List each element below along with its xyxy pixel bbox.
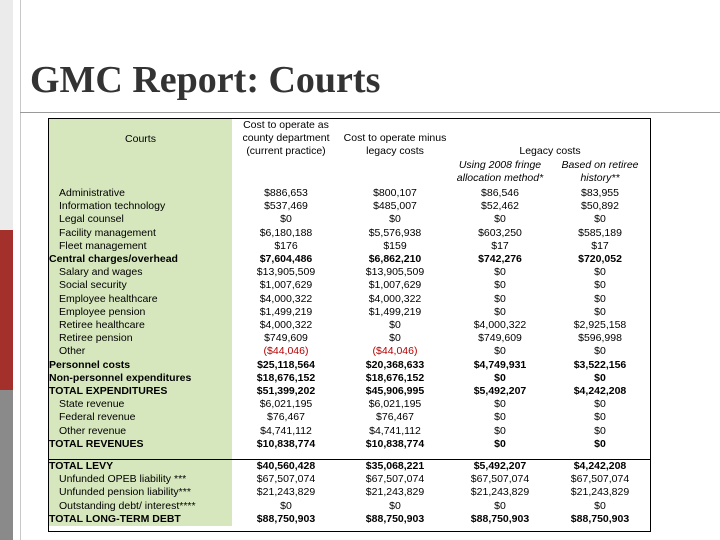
header-cost-minus-legacy: Cost to operate minus legacy costs [343,132,447,157]
row-label: Retiree healthcare [49,319,232,332]
cell-value: $2,925,158 [573,319,627,332]
cell-value: $10,838,774 [365,437,425,450]
row-label: Unfunded OPEB liability *** [49,473,232,486]
row-label: Other [49,345,232,358]
cell-value: $0 [594,437,606,450]
cell-value: $0 [494,411,506,424]
table-row-other [49,345,650,358]
cell-value: $21,243,829 [470,486,530,499]
section-gap [49,451,650,460]
cell-value: $0 [389,213,401,226]
cell-value: $17 [491,239,509,252]
cell-value: $176 [274,239,298,252]
table-row-total-long-term-debt [49,513,650,526]
cell-value: $749,609 [478,332,522,345]
row-label: TOTAL LEVY [49,460,232,474]
cell-value: $13,905,509 [365,266,425,279]
table-row-fleet-management [49,240,650,253]
cell-value: $6,180,188 [259,226,313,239]
courts-cost-table-frame [48,118,651,532]
cell-value: $21,243,829 [570,486,630,499]
row-label: Federal revenue [49,411,232,424]
row-label: State revenue [49,398,232,411]
cell-value: $585,189 [578,226,622,239]
cell-value: $88,750,903 [256,512,316,525]
cell-value: $4,749,931 [473,358,527,371]
table-row-retiree-pension [49,332,650,345]
cell-value: $886,653 [264,187,308,199]
cell-value: $6,862,210 [368,253,422,266]
cell-value: $18,676,152 [256,371,316,384]
cell-value: $0 [494,345,506,358]
cell-value: $5,492,207 [450,460,550,474]
cell-value: $40,560,428 [232,460,340,474]
cell-value: $0 [494,305,506,318]
row-label: Employee pension [49,306,232,319]
cell-value: $0 [594,398,606,411]
table-row-social-security [49,279,650,292]
table-row-other-revenue [49,425,650,438]
gap-cell [49,451,232,460]
cell-value: $0 [494,424,506,437]
accent-bar-middle [0,230,13,390]
table-row-non-personnel-expenditures [49,372,650,385]
cell-value: $0 [594,305,606,318]
header-subrow [49,159,650,187]
cell-value: $67,507,074 [470,473,530,486]
cell-value: $0 [594,345,606,358]
cell-value: $18,676,152 [365,371,425,384]
accent-bar-top [0,0,13,230]
cell-value: $67,507,074 [570,473,630,486]
header-spacer [232,159,340,187]
cell-value: $45,906,995 [365,385,425,398]
row-label: TOTAL REVENUES [49,438,232,451]
gap-cell [450,451,550,460]
table-row-central-charges-overhead [49,253,650,266]
cell-value: $0 [389,499,401,512]
row-label: Fleet management [49,240,232,253]
header-legacy-costs: Legacy costs [519,145,581,157]
cell-value: $4,741,112 [260,424,312,437]
row-label: TOTAL LONG-TERM DEBT [49,513,232,526]
cell-value: $10,838,774 [256,437,316,450]
header-spacer [49,159,232,187]
table-row-employee-pension [49,306,650,319]
cell-value: $51,399,202 [256,385,316,398]
cell-value: $3,522,156 [573,358,627,371]
cell-value: $720,052 [578,253,622,266]
cell-value: $1,007,629 [259,279,313,292]
cell-value: $0 [494,371,506,384]
title-divider [20,112,720,113]
row-label: Personnel costs [49,359,232,372]
header-courts: Courts [49,119,232,159]
row-label: Unfunded pension liability*** [49,486,232,499]
cell-value: $0 [594,213,606,226]
cell-value: $67,507,074 [256,473,316,486]
table-row-legal-counsel [49,213,650,226]
table-row-federal-revenue [49,411,650,424]
table-row-total-levy [49,460,650,474]
cell-value: ($44,046) [263,345,309,358]
courts-cost-table [49,119,650,526]
row-label: Central charges/overhead [49,253,232,266]
gap-cell [340,451,450,460]
row-label: Non-personnel expenditures [49,372,232,385]
cell-value: $0 [280,213,292,226]
cell-value: $596,998 [578,332,622,345]
cell-value: $76,467 [376,411,414,424]
cell-value: $5,576,938 [368,226,422,239]
table-row-unfunded-opeb-liability [49,473,650,486]
header-row [49,119,650,159]
cell-value: $0 [494,266,506,279]
cell-value: $86,546 [481,187,519,199]
cell-value: $0 [594,371,606,384]
cell-value: $749,609 [264,332,308,345]
table-row-total-expenditures [49,385,650,398]
header-spacer [340,159,450,187]
cell-value: $0 [389,332,401,345]
cell-value: $83,955 [581,187,619,199]
cell-value: $88,750,903 [470,512,530,525]
cell-value: $50,892 [581,200,619,213]
cell-value: $0 [494,437,506,450]
cell-value: $0 [594,292,606,305]
cell-value: $13,905,509 [256,266,316,279]
cell-value: $0 [594,411,606,424]
row-label: Information technology [49,200,232,213]
cell-value: $537,469 [264,200,308,213]
table-row-outstanding-debt-interest [49,500,650,513]
cell-value: $21,243,829 [256,486,316,499]
table-row-retiree-healthcare [49,319,650,332]
cell-value: $7,604,486 [259,253,313,266]
row-label: Employee healthcare [49,293,232,306]
gap-cell [232,451,340,460]
cell-value: $0 [494,292,506,305]
cell-value: $0 [494,398,506,411]
row-label: TOTAL EXPENDITURES [49,385,232,398]
cell-value: $20,368,633 [365,358,425,371]
cell-value: $52,462 [481,200,519,213]
left-rule [20,0,21,540]
header-cost-department: Cost to operate as county department (current practice) [242,119,330,157]
cell-value: $800,107 [373,187,417,199]
row-label: Outstanding debt/ interest**** [49,500,232,513]
table-row-total-revenues [49,438,650,451]
cell-value: $6,021,195 [368,398,422,411]
table-row-personnel-costs [49,359,650,372]
cell-value: $17 [591,239,609,252]
cell-value: $35,068,221 [340,460,450,474]
table-row-administrative [49,187,650,200]
accent-bar-bottom [0,390,13,540]
table-row-salary-and-wages [49,266,650,279]
cell-value: $25,118,564 [257,358,315,371]
cell-value: $0 [594,499,606,512]
cell-value: $67,507,074 [365,473,425,486]
cell-value: $88,750,903 [365,512,425,525]
cell-value: $0 [389,319,401,332]
cell-value: $1,007,629 [368,279,422,292]
cell-value: ($44,046) [372,345,418,358]
table-row-employee-healthcare [49,293,650,306]
gap-cell [550,451,650,460]
cell-value: $159 [383,239,407,252]
cell-value: $0 [494,279,506,292]
cell-value: $4,000,322 [473,319,527,332]
table-row-unfunded-pension-liability [49,486,650,499]
cell-value: $21,243,829 [365,486,425,499]
cell-value: $0 [594,424,606,437]
row-label: Social security [49,279,232,292]
cell-value: $1,499,219 [259,305,313,318]
cell-value: $603,250 [478,226,522,239]
row-label: Legal counsel [49,213,232,226]
cell-value: $485,007 [373,200,417,213]
cell-value: $88,750,903 [570,512,630,525]
cell-value: $4,242,208 [550,460,650,474]
cell-value: $76,467 [267,411,305,424]
table-row-state-revenue [49,398,650,411]
cell-value: $1,499,219 [368,305,422,318]
cell-value: $0 [594,279,606,292]
header-legacy-retiree-history: Based on retiree history** [561,159,639,184]
row-label: Facility management [49,227,232,240]
table-row-information-technology [49,200,650,213]
cell-value: $4,000,322 [259,292,313,305]
cell-value: $0 [494,213,506,226]
row-label: Salary and wages [49,266,232,279]
row-label: Other revenue [49,425,232,438]
cell-value: $5,492,207 [473,385,527,398]
cell-value: $0 [594,266,606,279]
header-legacy-2008-method: Using 2008 fringe allocation method* [456,159,544,184]
row-label: Administrative [49,187,232,200]
table-row-facility-management [49,227,650,240]
cell-value: $6,021,195 [259,398,313,411]
cell-value: $742,276 [478,253,522,266]
cell-value: $4,741,112 [369,424,421,437]
table-body [49,119,650,526]
cell-value: $4,000,322 [259,319,313,332]
cell-value: $4,242,208 [573,385,627,398]
row-label: Retiree pension [49,332,232,345]
cell-value: $0 [280,499,292,512]
cell-value: $0 [494,499,506,512]
page-title: GMC Report: Courts [30,59,381,101]
cell-value: $4,000,322 [368,292,422,305]
